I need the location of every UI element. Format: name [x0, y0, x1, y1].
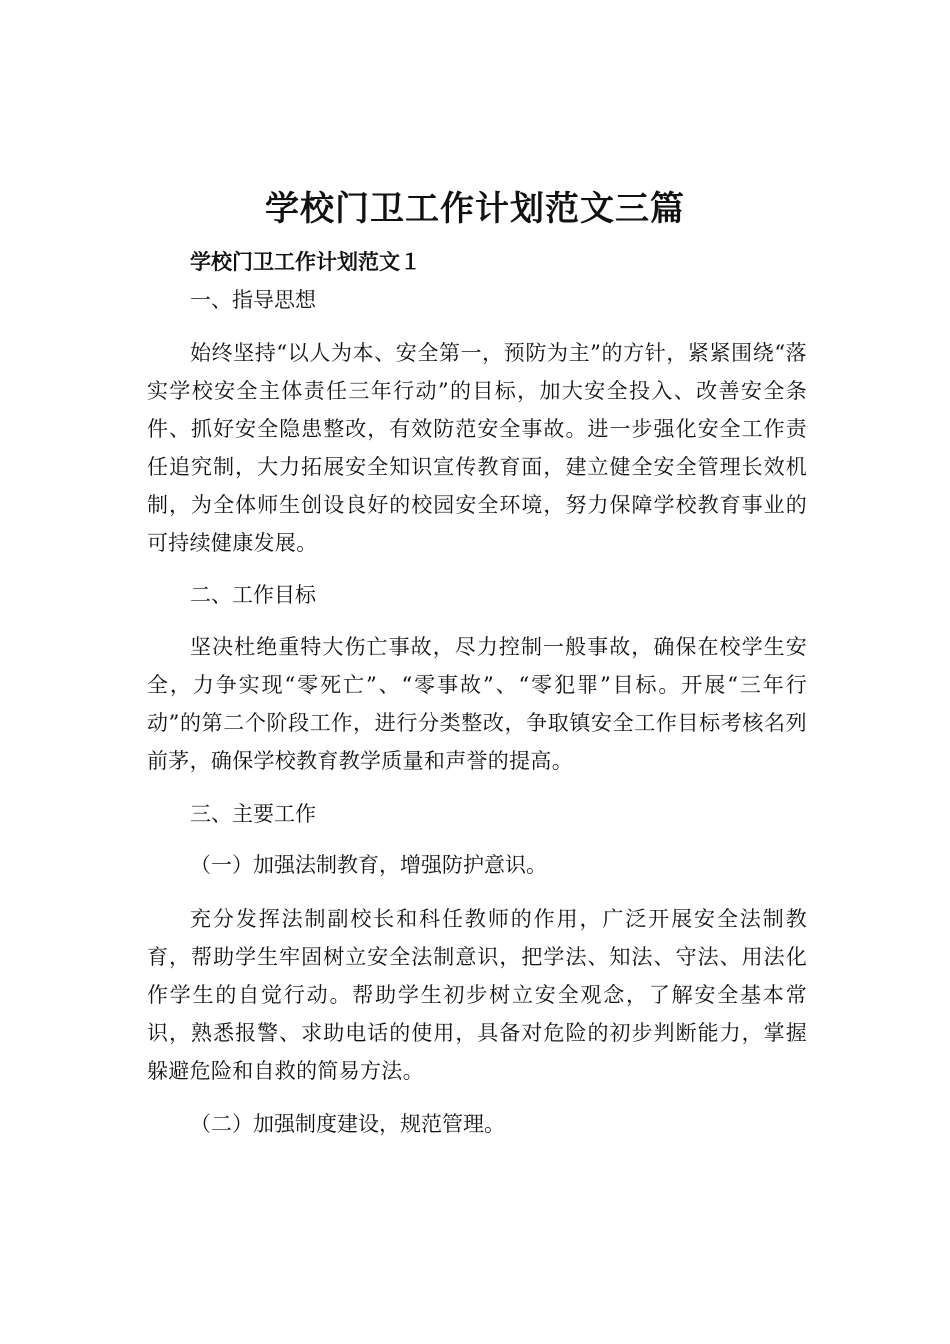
document-subtitle: 学校门卫工作计划范文１	[190, 250, 421, 274]
paragraph-legal-education: 充分发挥法制副校长和科任教师的作用，广泛开展安全法制教育，帮助学生牢固树立安全法制意识，把学法、知法、守法、用法化作学生的自觉行动。帮助学生初步树立安全观念，了解安全基本常识，熟悉报警、求助电话的使用，具备对危险的初步判断能力，掌握躲避危险和自救的简易方法。	[147, 907, 807, 1083]
paragraph-guiding-principle: 始终坚持“以人为本、安全第一，预防为主”的方针，紧紧围绕“落实学校安全主体责任三年行动”的目标，加大安全投入、改善安全条件、抓好安全隐患整改，有效防范安全事故。进一步强化安全工作责任追究制，大力拓展安全知识宣传教育面，建立健全安全管理长效机制，为全体师生创设良好的校园安全环境，努力保障学校教育事业的可持续健康发展。	[147, 341, 807, 555]
section-heading-main-work: 三、主要工作	[190, 802, 316, 826]
document-title: 学校门卫工作计划范文三篇	[265, 189, 685, 229]
section-heading-work-goals: 二、工作目标	[190, 583, 316, 607]
subsection-heading-legal-education: （一）加强法制教育，增强防护意识。	[190, 853, 547, 877]
subsection-heading-system-building: （二）加强制度建设，规范管理。	[190, 1112, 505, 1136]
section-heading-guiding-principle: 一、指导思想	[190, 288, 316, 312]
paragraph-work-goals: 坚决杜绝重特大伤亡事故，尽力控制一般事故，确保在校学生安全，力争实现“零死亡”、“零事故”、“零犯罪”目标。开展“三年行动”的第二个阶段工作，进行分类整改，争取镇安全工作目标考核名列前茅，确保学校教育教学质量和声誉的提高。	[147, 635, 807, 773]
